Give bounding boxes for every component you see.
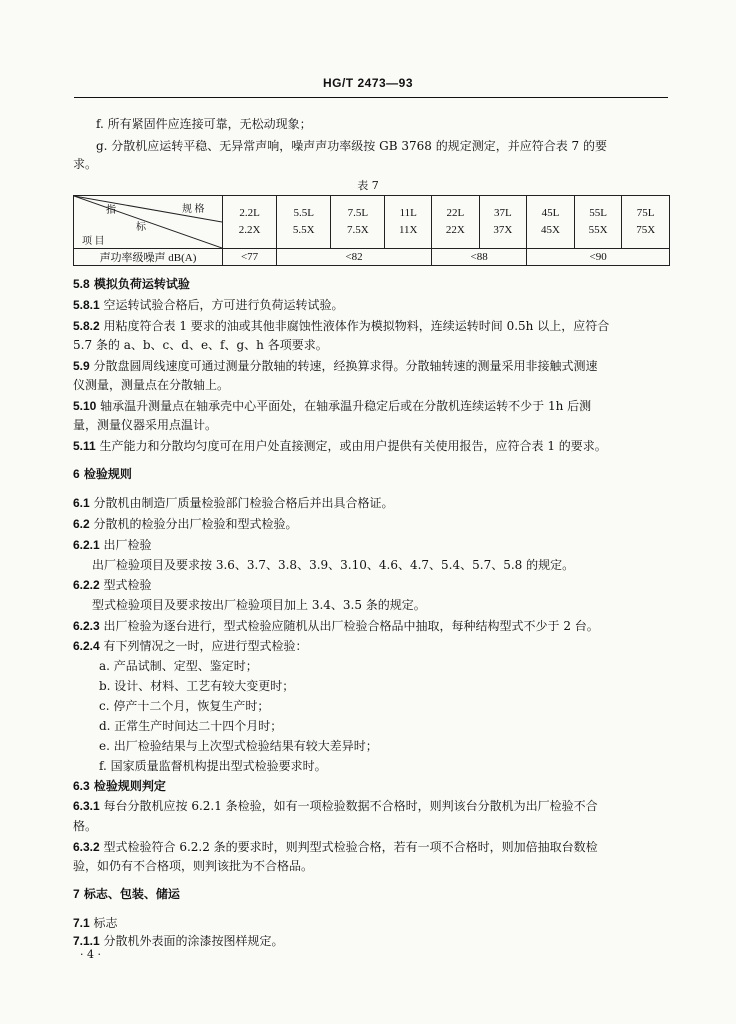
spec-cell: 22L 22X (432, 196, 480, 249)
para-g-line2: 求。 (73, 157, 98, 171)
section-6-2-2: 6.2.2 型式检验 (73, 578, 152, 592)
spec-cell: 2.2L 2.2X (223, 196, 277, 249)
table-header-diagonal (74, 196, 223, 249)
section-5-9: 5.9 分散盘圆周线速度可通过测量分散轴的转速，经换算求得。分散轴转速的测量采用非接触式测速 (73, 359, 598, 373)
page-number: · 4 · (80, 948, 101, 961)
section-6-3-1: 6.3.1 每台分散机应按 6.2.1 条检验，如有一项检验数据不合格时，则判该台分散机为出厂检验不合 (73, 799, 598, 813)
section-6-3-2: 6.3.2 型式检验符合 6.2.2 条的要求时，则判型式检验合格，若有一项不合格时，则加倍抽取台数检 (73, 840, 598, 854)
header-guige: 规 格 (182, 204, 205, 215)
list-item: d. 正常生产时间达二十四个月时； (99, 719, 283, 733)
spec-cell: 5.5L 5.5X (277, 196, 331, 249)
section-5-10-cont: 量，测量仪器采用点温计。 (73, 418, 218, 432)
header-xiangmu: 项 目 (82, 236, 105, 247)
noise-value: <90 (527, 249, 670, 266)
section-6-2-1: 6.2.1 出厂检验 (73, 538, 152, 552)
section-5-8-1: 5.8.1 空运转试验合格后，方可进行负荷运转试验。 (73, 298, 344, 312)
section-5-8: 5.8 模拟负荷运转试验 (73, 277, 190, 291)
header-zhi: 指 (106, 205, 116, 216)
list-item: a. 产品试制、定型、鉴定时； (99, 659, 258, 673)
section-6-2-1-body: 出厂检验项目及要求按 3.6、3.7、3.8、3.9、3.10、4.6、4.7、5.4、5.7、5.8 的规定。 (92, 558, 575, 572)
para-f: f. 所有紧固件应连接可靠，无松动现象； (96, 117, 312, 131)
section-5-9-cont: 仪测量，测量点在分散轴上。 (73, 378, 230, 392)
section-7: 7 标志、包装、储运 (73, 887, 180, 901)
section-5-11: 5.11 生产能力和分散均匀度可在用户处直接测定，或由用户提供有关使用报告，应符合表 1 的要求。 (73, 439, 607, 453)
list-item: f. 国家质量监督机构提出型式检验要求时。 (99, 759, 327, 773)
noise-value: <77 (223, 249, 277, 266)
spec-cell: 7.5L 7.5X (331, 196, 385, 249)
spec-cell: 11L 11X (385, 196, 432, 249)
document-header: HG/T 2473—93 (322, 76, 414, 90)
spec-cell: 45L 45X (527, 196, 575, 249)
section-7-1-1: 7.1.1 分散机外表面的涂漆按图样规定。 (73, 934, 284, 948)
list-item: e. 出厂检验结果与上次型式检验结果有较大差异时； (99, 739, 378, 753)
table-caption: 表 7 (357, 179, 379, 192)
noise-label: 声功率级噪声 dB(A) (74, 249, 223, 266)
section-6-3-2-cont: 验，如仍有不合格项，则判该批为不合格品。 (73, 859, 314, 873)
spec-cell: 55L 55X (574, 196, 622, 249)
section-6-3-1-cont: 格。 (73, 819, 98, 833)
section-5-8-2-cont: 5.7 条的 a、b、c、d、e、f、g、h 各项要求。 (73, 338, 328, 352)
header-biao: 标 (136, 222, 146, 233)
header-rule (74, 97, 668, 98)
noise-table (73, 195, 670, 266)
list-item: c. 停产十二个月，恢复生产时； (99, 699, 270, 713)
noise-value: <82 (277, 249, 432, 266)
spec-cell: 75L 75X (622, 196, 670, 249)
section-6-1: 6.1 分散机由制造厂质量检验部门检验合格后并出具合格证。 (73, 496, 394, 510)
section-6: 6 检验规则 (73, 467, 132, 481)
noise-value: <88 (432, 249, 527, 266)
section-5-10: 5.10 轴承温升测量点在轴承壳中心平面处，在轴承温升稳定后或在分散机连续运转不少于 1h 后测 (73, 399, 592, 413)
para-g-line1: g. 分散机应运转平稳、无异常声响，噪声声功率级按 GB 3768 的规定测定，并应符合表 7 的要 (96, 139, 607, 153)
list-item: b. 设计、材料、工艺有较大变更时； (99, 679, 295, 693)
section-7-1: 7.1 标志 (73, 916, 118, 930)
spec-cell: 37L 37X (479, 196, 527, 249)
section-6-3: 6.3 检验规则判定 (73, 779, 166, 793)
section-6-2: 6.2 分散机的检验分出厂检验和型式检验。 (73, 517, 298, 531)
section-5-8-2: 5.8.2 用粘度符合表 1 要求的油或其他非腐蚀性液体作为模拟物料，连续运转时间 0.5h 以上，应符合 (73, 319, 610, 333)
section-6-2-2-body: 型式检验项目及要求按出厂检验项目加上 3.4、3.5 条的规定。 (92, 598, 426, 612)
section-6-2-4: 6.2.4 有下列情况之一时，应进行型式检验： (73, 639, 308, 653)
section-6-2-3: 6.2.3 出厂检验为逐台进行，型式检验应随机从出厂检验合格品中抽取，每种结构型式不少于 2 台。 (73, 619, 599, 633)
